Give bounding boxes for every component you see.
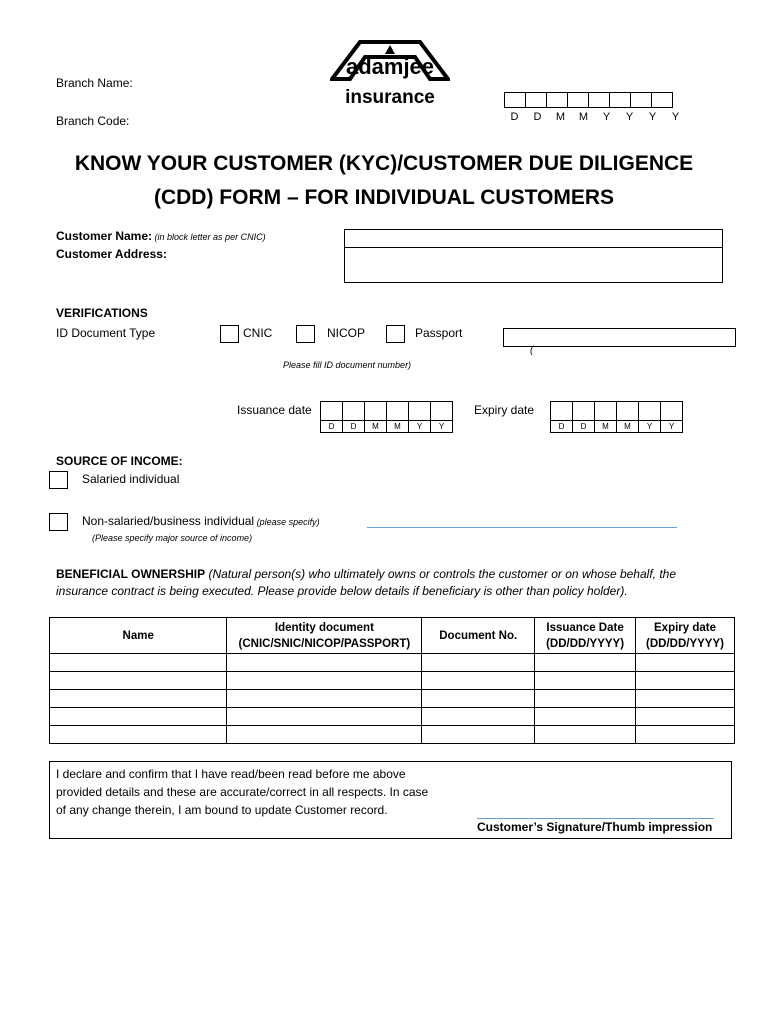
svg-text:adamjee: adamjee: [345, 54, 435, 79]
issuance-date-label: Issuance date: [237, 403, 312, 417]
customer-name-field[interactable]: [344, 229, 723, 248]
verifications-heading: VERIFICATIONS: [56, 306, 148, 320]
source-of-income-heading: SOURCE OF INCOME:: [56, 454, 183, 468]
expiry-date-label: Expiry date: [474, 403, 535, 417]
customer-address-field[interactable]: [344, 247, 723, 283]
customer-address-label: Customer Address:: [56, 247, 167, 261]
form-title-line1: KNOW YOUR CUSTOMER (KYC)/CUSTOMER DUE DILIGENCE: [74, 152, 694, 175]
passport-checkbox[interactable]: [386, 325, 405, 343]
col-header-name: Name: [50, 618, 227, 654]
salaried-checkbox[interactable]: [49, 471, 68, 489]
id-number-field[interactable]: [503, 328, 736, 347]
declaration-text: I declare and confirm that I have read/been read before me above provided details and these are accurate/correct in all respects. In case of any change therein, I am bound to update Customer record.: [56, 767, 429, 817]
svg-text:insurance: insurance: [345, 87, 435, 108]
form-title-line2: (CDD) FORM – FOR INDIVIDUAL CUSTOMERS: [153, 186, 615, 209]
signature-line[interactable]: [477, 818, 714, 819]
table-row[interactable]: [50, 726, 735, 744]
col-header-document-no: Document No.: [422, 618, 535, 654]
table-row[interactable]: [50, 690, 735, 708]
expiry-date-grid[interactable]: D D M M Y Y: [550, 401, 683, 433]
beneficial-ownership-table: [49, 617, 735, 744]
nicop-label: NICOP: [327, 326, 366, 340]
salaried-label: Salaried individual: [82, 472, 180, 486]
table-row[interactable]: [50, 654, 735, 672]
cnic-checkbox[interactable]: [220, 325, 239, 343]
non-salaried-checkbox[interactable]: [49, 513, 68, 531]
form-date-letters: D D M M Y Y Y Y: [510, 111, 680, 123]
branch-name-label: Branch Name:: [56, 76, 133, 90]
col-header-expiry-date: Expiry date (DD/DD/YYYY): [636, 618, 735, 654]
major-source-hint: (Please specify major source of income): [92, 533, 253, 543]
col-header-identity-document: Identity document (CNIC/SNIC/NICOP/PASSPORT): [227, 618, 422, 654]
table-header-row: [50, 618, 735, 654]
table-row[interactable]: [50, 708, 735, 726]
beneficial-ownership-text: BENEFICIAL OWNERSHIP (Natural person(s) who ultimately owns or controls the customer or on whose behalf, the insurance contract is being executed. Please provide below details if beneficiary is other than policy holder).: [56, 567, 677, 598]
non-salaried-label: Non-salaried/business individual (please specify): [82, 514, 320, 528]
customer-name-label: Customer Name: (in block letter as per CNIC): [56, 229, 266, 243]
stray-bracket: (: [530, 345, 534, 356]
branch-code-label: Branch Code:: [56, 114, 130, 128]
id-number-hint: Please fill ID document number): [283, 360, 412, 370]
col-header-issuance-date: Issuance Date (DD/DD/YYYY): [535, 618, 636, 654]
cnic-label: CNIC: [243, 326, 273, 340]
id-document-type-label: ID Document Type: [56, 326, 156, 340]
income-specify-line[interactable]: [367, 527, 677, 528]
table-row[interactable]: [50, 672, 735, 690]
passport-label: Passport: [415, 326, 463, 340]
issuance-date-grid[interactable]: D D M M Y Y: [320, 401, 453, 433]
adamjee-logo: [330, 37, 450, 109]
form-date-grid[interactable]: [504, 92, 673, 108]
signature-label: Customer’s Signature/Thumb impression: [477, 820, 713, 834]
nicop-checkbox[interactable]: [296, 325, 315, 343]
